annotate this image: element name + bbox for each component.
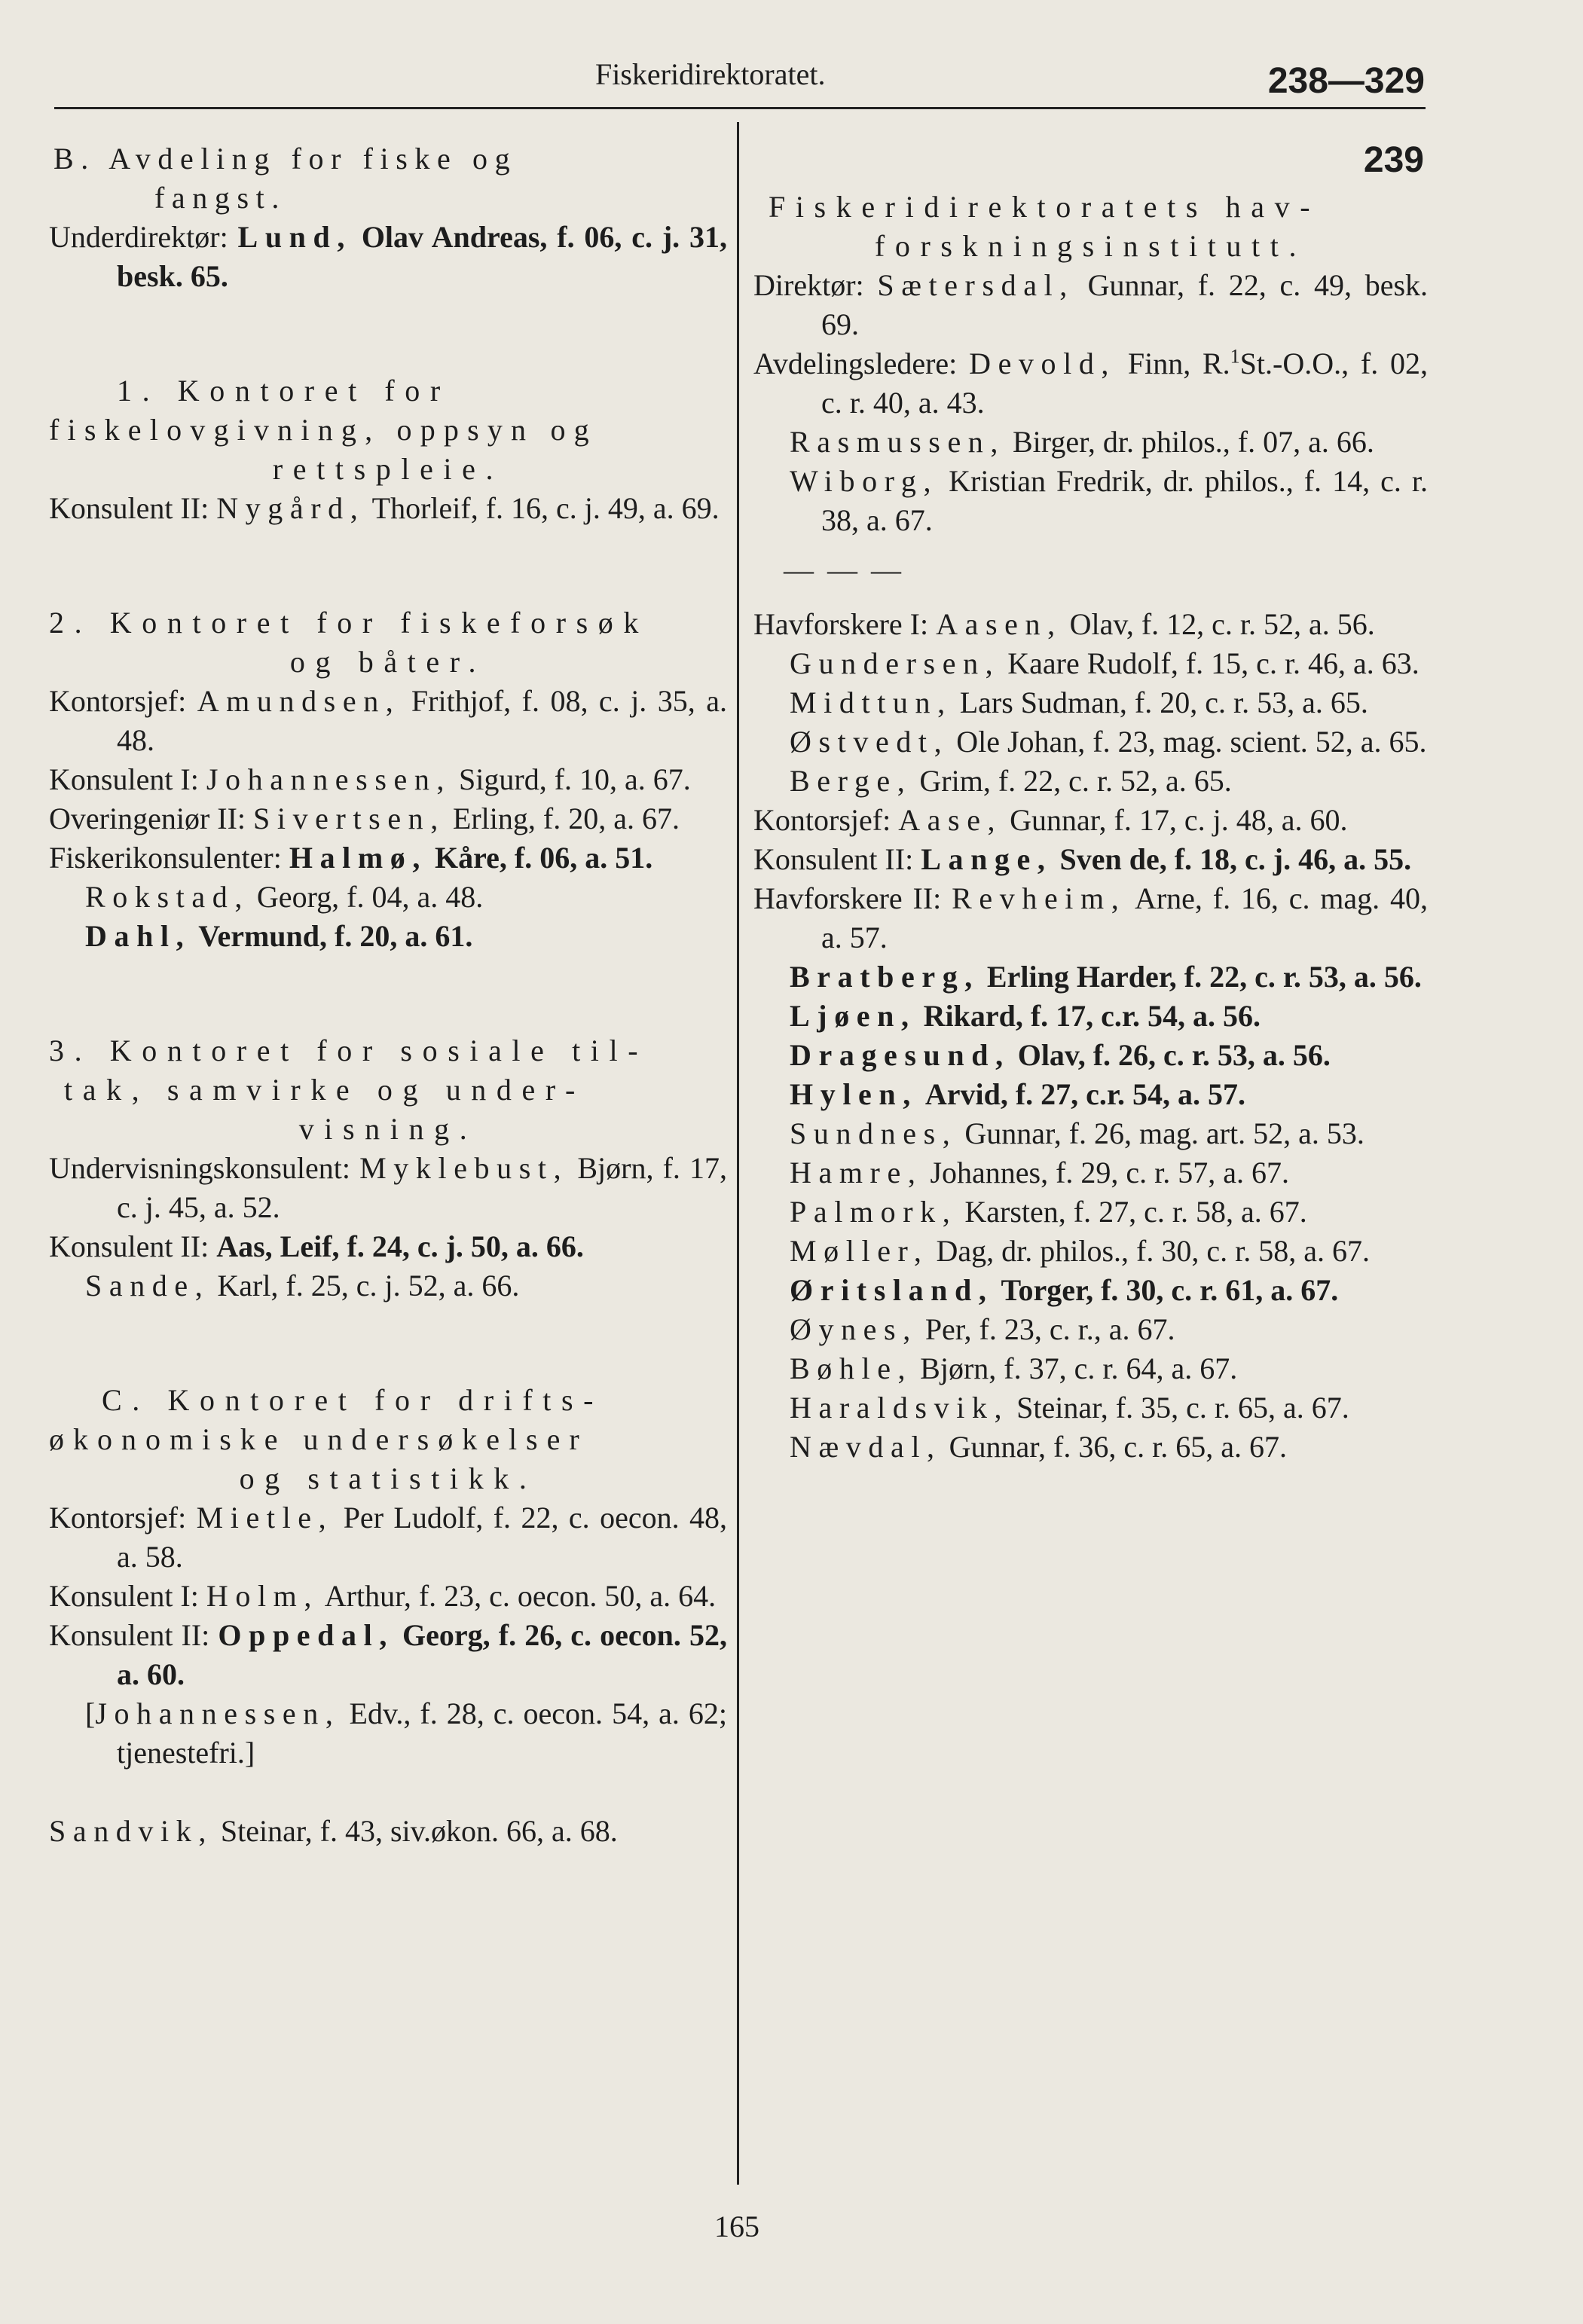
- heading-line: Fiskeridirektoratets hav-: [769, 190, 1321, 224]
- entry-details: Lars Sudman, f. 20, c. r. 53, a. 65.: [959, 686, 1368, 719]
- role-label: Kontorsjef:: [49, 1501, 187, 1535]
- surname: Bøhle,: [790, 1351, 913, 1385]
- entry-details: Karl, f. 25, c. j. 52, a. 66.: [217, 1269, 520, 1302]
- heading-line: fiskelovgivning, oppsyn og: [49, 413, 597, 447]
- staff-entry: [49, 1577, 727, 1616]
- staff-entry: [753, 801, 1428, 840]
- surname: Østvedt,: [790, 725, 949, 759]
- heading-line: 1. Kontoret for: [117, 374, 451, 408]
- entry-details: Birger, dr. philos., f. 07, a. 66.: [1013, 425, 1374, 459]
- surname: Sande,: [85, 1269, 210, 1302]
- role-label: Konsulent II:: [49, 1618, 210, 1652]
- surname: Mietle,: [196, 1501, 334, 1535]
- surname: Hamre,: [790, 1156, 923, 1189]
- surname: Devold,: [969, 347, 1117, 380]
- heading-line: tak, samvirke og under-: [64, 1073, 585, 1107]
- staff-entry: [753, 1428, 1428, 1467]
- surname: Øritsland,: [790, 1273, 994, 1307]
- surname: Sundnes,: [790, 1116, 958, 1150]
- column-divider: [737, 122, 739, 2185]
- surname: Gundersen,: [790, 646, 1001, 680]
- entry-details: Per, f. 23, c. r., a. 67.: [924, 1312, 1175, 1346]
- heading-line: forskningsinstitutt.: [874, 229, 1307, 263]
- staff-entry: [753, 997, 1428, 1036]
- role-label: Havforskere I:: [753, 607, 929, 641]
- surname: Dragesund,: [790, 1038, 1010, 1072]
- staff-entry: [753, 840, 1428, 879]
- staff-entry: [753, 1310, 1428, 1349]
- surname: Revheim,: [952, 881, 1126, 915]
- role-label: Avdelingsledere:: [753, 347, 958, 380]
- role-label: Overingeniør II:: [49, 802, 246, 835]
- staff-entry: [49, 1498, 727, 1577]
- surname: Amundsen,: [197, 684, 401, 718]
- entry-details: Erling Harder, f. 22, c. r. 53, a. 56.: [986, 960, 1422, 994]
- entry-details: Sigurd, f. 10, a. 67.: [459, 762, 691, 796]
- entry-details: Bjørn, f. 17, c. j. 45, a. 52.: [117, 1151, 728, 1224]
- staff-entry: [753, 266, 1428, 344]
- entry-details: Torger, f. 30, c. r. 61, a. 67.: [1001, 1273, 1339, 1307]
- surname: Wiborg,: [790, 464, 939, 498]
- staff-entry: [753, 1075, 1428, 1114]
- entry-details: Olav, f. 26, c. r. 53, a. 56.: [1017, 1038, 1331, 1072]
- staff-entry: [753, 1036, 1428, 1075]
- section-heading-1: [49, 371, 727, 489]
- page-range: 238—329: [1267, 61, 1425, 101]
- surname: Aas,: [216, 1229, 273, 1263]
- role-label: Direktør:: [753, 268, 864, 302]
- staff-entry: [753, 762, 1428, 801]
- entry-details: Per Ludolf, f. 22, c. oecon. 48, a. 58.: [117, 1501, 728, 1574]
- staff-entry: [49, 1812, 727, 1851]
- entry-details: Steinar, f. 35, c. r. 65, a. 67.: [1016, 1391, 1349, 1425]
- surname: Rokstad,: [85, 880, 249, 914]
- entry-details: Olav, f. 12, c. r. 52, a. 56.: [1069, 607, 1375, 641]
- entry-details: Gunnar, f. 26, mag. art. 52, a. 53.: [964, 1116, 1364, 1150]
- heading-line: og båter.: [289, 645, 487, 679]
- role-label: Kontorsjef:: [49, 684, 187, 718]
- heading-line: B. Avdeling for fiske og: [53, 142, 518, 176]
- entry-details: Erling, f. 20, a. 67.: [452, 802, 680, 835]
- section-heading-3: [49, 1031, 727, 1149]
- staff-entry: [753, 423, 1428, 462]
- surname: Lange,: [921, 842, 1053, 876]
- surname: Nævdal,: [790, 1430, 942, 1464]
- staff-entry: [49, 838, 727, 878]
- right-column: [753, 139, 1428, 1467]
- heading-line: fangst.: [154, 181, 286, 215]
- entry-details: Arvid, f. 27, c.r. 54, a. 57.: [924, 1077, 1245, 1111]
- role-label: Konsulent II:: [49, 1229, 209, 1263]
- staff-entry: [753, 644, 1428, 683]
- role-label: Konsulent II:: [753, 842, 914, 876]
- surname: Holm,: [206, 1579, 319, 1613]
- entry-details: Frithjof, f. 08, c. j. 35, a. 48.: [117, 684, 728, 757]
- heading-line: C. Kontoret for drifts-: [102, 1383, 604, 1417]
- entry-details: Arthur, f. 23, c. oecon. 50, a. 64.: [324, 1579, 717, 1613]
- staff-entry: [753, 1388, 1428, 1428]
- staff-entry: [49, 799, 727, 838]
- surname: Johannessen,: [95, 1696, 341, 1730]
- staff-entry: [49, 489, 727, 528]
- heading-line: og statistikk.: [239, 1461, 537, 1495]
- staff-entry: [49, 1694, 727, 1773]
- staff-entry: [753, 683, 1428, 722]
- staff-entry: [49, 1616, 727, 1694]
- surname: Møller,: [790, 1234, 929, 1268]
- role-label: Fiskerikonsulenter:: [49, 841, 282, 875]
- heading-line: 3. Kontoret for sosiale til-: [49, 1034, 649, 1067]
- staff-entry: [753, 462, 1428, 540]
- entry-details: Bjørn, f. 37, c. r. 64, a. 67.: [920, 1351, 1238, 1385]
- heading-line: 2. Kontoret for fiskeforsøk: [49, 606, 649, 640]
- staff-entry: [753, 722, 1428, 762]
- surname: Nygård,: [216, 491, 365, 525]
- entry-details: Vermund, f. 20, a. 61.: [198, 919, 473, 953]
- role-label: Underdirektør:: [49, 220, 228, 254]
- surname: Hylen,: [790, 1077, 918, 1111]
- staff-entry: [753, 605, 1428, 644]
- entry-details: Sven de, f. 18, c. j. 46, a. 55.: [1059, 842, 1412, 876]
- surname: Øynes,: [790, 1312, 918, 1346]
- staff-entry: [49, 218, 727, 296]
- surname: Johannessen,: [206, 762, 452, 796]
- entry-details: Kristian Fredrik, dr. philos., f. 14, c. r. 38, a. 67.: [821, 464, 1429, 537]
- surname: Sætersdal,: [877, 268, 1074, 302]
- surname: Oppedal,: [218, 1618, 394, 1652]
- surname: Ljøen,: [790, 999, 916, 1033]
- role-label: Konsulent I:: [49, 762, 199, 796]
- staff-entry: [49, 1149, 727, 1227]
- entry-details: Edv., f. 28, c. oecon. 54, a. 62; tjenestefri.]: [117, 1696, 727, 1770]
- surname: Berge,: [790, 764, 912, 798]
- role-label: Konsulent I:: [49, 1579, 199, 1613]
- entry-details: Gunnar, f. 36, c. r. 65, a. 67.: [949, 1430, 1287, 1464]
- staff-entry: [753, 1232, 1428, 1271]
- staff-entry: [753, 1193, 1428, 1232]
- surname: Lund,: [237, 220, 352, 254]
- entry-details: Thorleif, f. 16, c. j. 49, a. 69.: [371, 491, 720, 525]
- heading-line: rettspleie.: [272, 452, 504, 486]
- staff-entry: [753, 1153, 1428, 1193]
- surname: Sivertsen,: [253, 802, 445, 835]
- entry-details: St.-O.O., f. 02, c. r. 40, a. 43.: [821, 347, 1429, 420]
- entry-details: Leif, f. 24, c. j. 50, a. 66.: [280, 1229, 584, 1263]
- entry-details: Kåre, f. 06, a. 51.: [435, 841, 653, 875]
- entry-details: Finn, R.: [1127, 347, 1230, 380]
- entry-details: Gunnar, f. 22, c. 49, besk. 69.: [821, 268, 1429, 341]
- entry-details: Johannes, f. 29, c. r. 57, a. 67.: [930, 1156, 1290, 1189]
- surname: Dahl,: [85, 919, 191, 953]
- heading-line: visning.: [298, 1112, 478, 1146]
- header-rule: [54, 107, 1426, 109]
- role-label: Kontorsjef:: [753, 803, 891, 837]
- staff-entry: [49, 682, 727, 760]
- surname: Palmork,: [790, 1195, 958, 1229]
- page-number-239: 239: [1363, 140, 1424, 180]
- surname: Aase,: [898, 803, 1003, 837]
- surname: Bratberg,: [790, 960, 979, 994]
- institute-heading: [753, 188, 1428, 266]
- surname: Halmø,: [289, 841, 428, 875]
- bracket: [: [85, 1696, 96, 1730]
- staff-entry: [49, 1227, 727, 1266]
- separator-dashes: — — —: [784, 553, 904, 587]
- section-heading-b: [49, 139, 727, 218]
- staff-entry: [49, 760, 727, 799]
- role-label: Havforskere II:: [753, 881, 942, 915]
- staff-entry: [753, 1114, 1428, 1153]
- surname: Midttun,: [790, 686, 952, 719]
- entry-details: Rikard, f. 17, c.r. 54, a. 56.: [923, 999, 1261, 1033]
- surname: Rasmussen,: [790, 425, 1005, 459]
- page-number-footer: 165: [714, 2209, 759, 2243]
- surname: Aasen,: [936, 607, 1062, 641]
- staff-entry: [49, 878, 727, 917]
- entry-details: Dag, dr. philos., f. 30, c. r. 58, a. 67.: [936, 1234, 1370, 1268]
- staff-entry: [49, 917, 727, 956]
- running-header-title: Fiskeridirektoratet.: [595, 57, 826, 91]
- role-label: Konsulent II:: [49, 491, 209, 525]
- section-heading-2: [49, 603, 727, 682]
- superscript: 1: [1230, 345, 1240, 368]
- staff-entry: [753, 1271, 1428, 1310]
- left-column: [49, 139, 727, 1851]
- surname: Haraldsvik,: [790, 1391, 1010, 1425]
- heading-line: økonomiske undersøkelser: [49, 1422, 588, 1456]
- surname: Sandvik,: [49, 1814, 213, 1848]
- entry-details: Gunnar, f. 17, c. j. 48, a. 60.: [1010, 803, 1348, 837]
- staff-entry: [49, 1266, 727, 1306]
- entry-details: Steinar, f. 43, siv.økon. 66, a. 68.: [220, 1814, 618, 1848]
- staff-entry: [753, 1349, 1428, 1388]
- entry-details: Ole Johan, f. 23, mag. scient. 52, a. 65.: [956, 725, 1427, 759]
- entry-details: Georg, f. 26, c. oecon. 52, a. 60.: [117, 1618, 728, 1691]
- entry-details: Olav Andreas, f. 06, c. j. 31, besk. 65.: [117, 220, 727, 293]
- section-heading-c: [49, 1381, 727, 1498]
- staff-entry: [753, 344, 1428, 423]
- entry-details: Georg, f. 04, a. 48.: [256, 880, 484, 914]
- entry-details: Arne, f. 16, c. mag. 40, a. 57.: [821, 881, 1429, 954]
- entry-details: Karsten, f. 27, c. r. 58, a. 67.: [964, 1195, 1307, 1229]
- entry-details: Kaare Rudolf, f. 15, c. r. 46, a. 63.: [1007, 646, 1420, 680]
- staff-entry: [753, 957, 1428, 997]
- staff-entry: [753, 879, 1428, 957]
- entry-details: Grim, f. 22, c. r. 52, a. 65.: [919, 764, 1232, 798]
- role-label: Undervisningskonsulent:: [49, 1151, 350, 1185]
- surname: Myklebust,: [359, 1151, 569, 1185]
